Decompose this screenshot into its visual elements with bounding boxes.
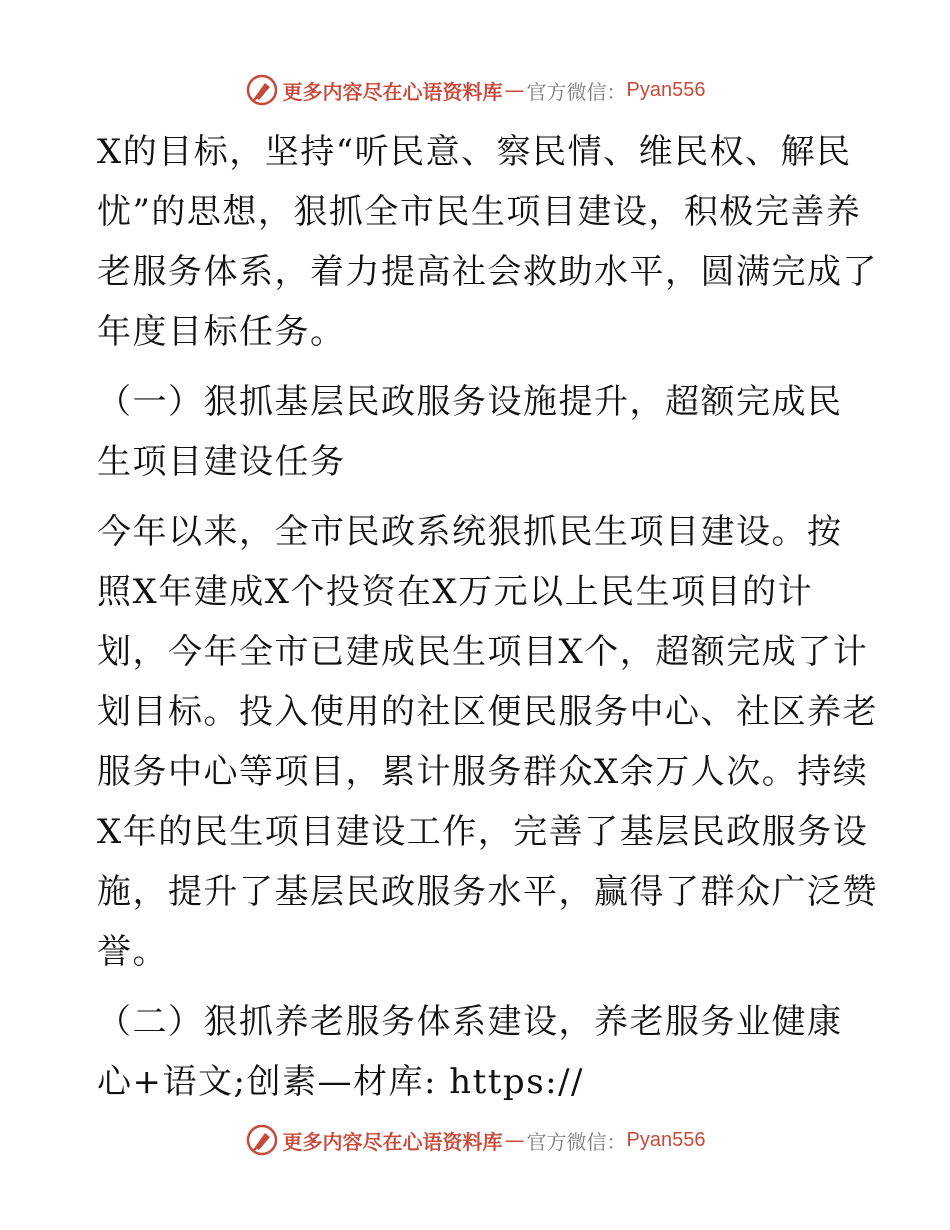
text-line: 今年以来，全市民政系统狠抓民生项目建设。按 [97, 512, 843, 552]
banner-wechat-id: Pyan556 [626, 1128, 706, 1151]
text-line: 划目标。投入使用的社区便民服务中心、社区养老 [97, 692, 878, 732]
banner-wechat-label: 官方微信： [526, 79, 627, 104]
footer-watermark-banner [0, 1120, 950, 1160]
paragraph-intro [97, 122, 878, 362]
heading-line: 生项目建设任务 [97, 442, 346, 482]
text-line: 誉。 [97, 932, 168, 972]
text-line: X年的民生项目建设工作，完善了基层民政服务设 [97, 812, 869, 852]
banner-main-text: 更多内容尽在心语资料库 [282, 79, 503, 104]
banner-dash: — [504, 78, 525, 102]
text-line: 年度目标任务。 [97, 312, 346, 352]
heading-line: （二）狠抓养老服务体系建设，养老服务业健康 [97, 1002, 843, 1042]
heading-line: 心+语文;创素—材库: https:// [97, 1062, 585, 1102]
text-line: 忧”的思想，狠抓全市民生项目建设，积极完善养 [97, 192, 862, 232]
banner-dash: — [504, 1128, 525, 1152]
text-line: 照X年建成X个投资在X万元以上民生项目的计 [97, 572, 814, 612]
text-line: 老服务体系，着力提高社会救助水平，圆满完成了 [97, 252, 878, 292]
pen-nib-logo-icon [245, 1123, 279, 1157]
document-body [97, 122, 878, 1112]
banner-wechat-id: Pyan556 [626, 78, 706, 101]
text-line: 施，提升了基层民政服务水平，赢得了群众广泛赞 [97, 872, 878, 912]
heading-line: （一）狠抓基层民政服务设施提升，超额完成民 [97, 382, 843, 422]
banner-main-text: 更多内容尽在心语资料库 [282, 1129, 503, 1154]
header-watermark-banner [0, 70, 950, 110]
paragraph-projects [97, 502, 878, 982]
text-line: 划，今年全市已建成民生项目X个，超额完成了计 [97, 632, 869, 672]
text-line: X的目标，坚持“听民意、察民情、维民权、解民 [97, 132, 852, 172]
section-heading-2 [97, 992, 857, 1112]
pen-nib-logo-icon [245, 73, 279, 107]
section-heading-1 [97, 372, 857, 492]
banner-wechat-label: 官方微信： [526, 1129, 627, 1154]
text-line: 服务中心等项目，累计服务群众X余万人次。持续 [97, 752, 869, 792]
